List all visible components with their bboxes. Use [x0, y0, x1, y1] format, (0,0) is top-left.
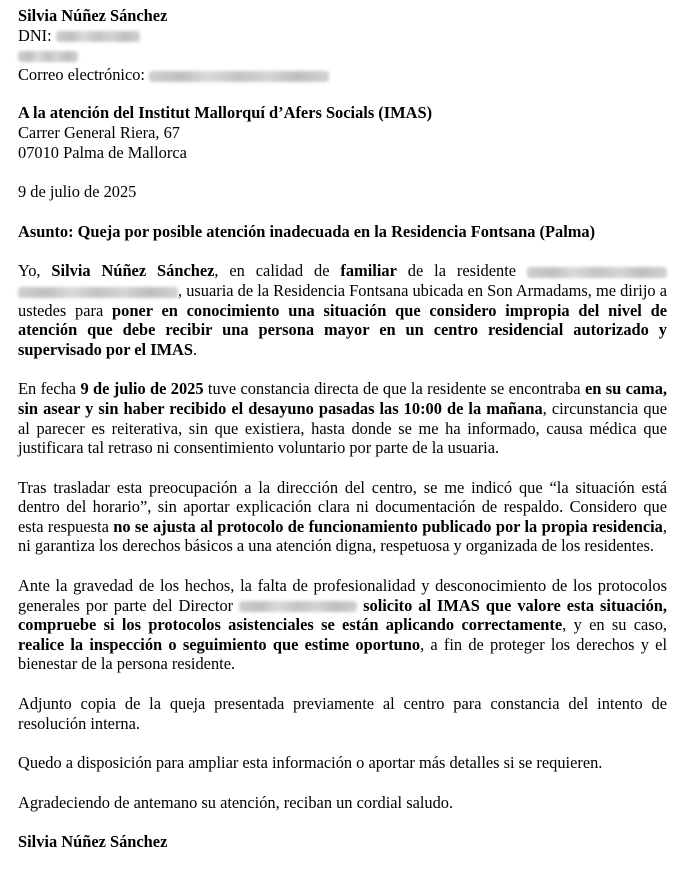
paragraph-7: Agradeciendo de antemano su atención, reciban un cordial saludo.: [18, 792, 454, 812]
recipient-attention: A la atención del Institut Mallorquí d’Afers Socials (IMAS): [18, 103, 433, 123]
redacted-director-name: [239, 601, 357, 612]
paragraph-3: Tras trasladar esta preocupación a la dirección del centro, se me indicó que “la situación está dentro del horario”, sin aportar explicación clara ni documentación de respaldo. Considero que esta respuesta no se ajusta al protocolo de funcionamiento publicado por la propia residencia, ni garantiza los derechos básicos a una atención digna, respetuosa y organizada de los residentes.: [18, 477, 667, 556]
sender-dni: DNI:: [18, 26, 667, 46]
redacted-dni: [56, 31, 140, 42]
letter-date: 9 de julio de 2025: [18, 182, 137, 202]
redacted-resident-name: [527, 267, 667, 278]
redacted-email: [149, 71, 329, 82]
paragraph-6: Quedo a disposición para ampliar esta información o aportar más detalles si se requieren.: [18, 753, 603, 773]
paragraph-5: Adjunto copia de la queja presentada previamente al centro para constancia del intento de resolución interna.: [18, 694, 667, 733]
recipient-city: 07010 Palma de Mallorca: [18, 142, 187, 162]
sender-email: Correo electrónico:: [18, 65, 667, 85]
signature-name: Silvia Núñez Sánchez: [18, 832, 168, 852]
paragraph-1: Yo, Silvia Núñez Sánchez, en calidad de familiar de la residente , usuaria de la Residencia Fontsana ubicada en Son Armadams, me dirijo a ustedes para poner en conocimiento una situación que considero impropia del nivel de atención que debe recibir una persona mayor en un centro residencial autorizado y supervisado por el IMAS.: [18, 261, 667, 359]
paragraph-4: Ante la gravedad de los hechos, la falta de profesionalidad y desconocimiento de los protocolos generales por parte del Director solicito al IMAS que valore esta situación, compruebe si los protocolos asistenciales se están aplicando correctamente, y en su caso, realice la inspección o seguimiento que estime oportuno, a fin de proteger los derechos y el bienestar de la persona residente.: [18, 576, 667, 674]
sender-name: Silvia Núñez Sánchez: [18, 6, 168, 25]
redacted-address: [18, 51, 78, 62]
letter-subject: Asunto: Queja por posible atención inadecuada en la Residencia Fontsana (Palma): [18, 221, 596, 241]
recipient-street: Carrer General Riera, 67: [18, 122, 181, 142]
sender-address-redacted: [18, 45, 667, 65]
paragraph-2: En fecha 9 de julio de 2025 tuve constancia directa de que la residente se encontraba en su cama, sin asear y sin haber recibido el desayuno pasadas las 10:00 de la mañana, circunstancia que al parecer es reiterativa, sin que existiera, hasta donde se me ha informado, causa médica que justificara tal retraso ni consentimiento voluntario por parte de la usuaria.: [18, 379, 667, 458]
redacted-resident-name-2: [18, 287, 178, 298]
